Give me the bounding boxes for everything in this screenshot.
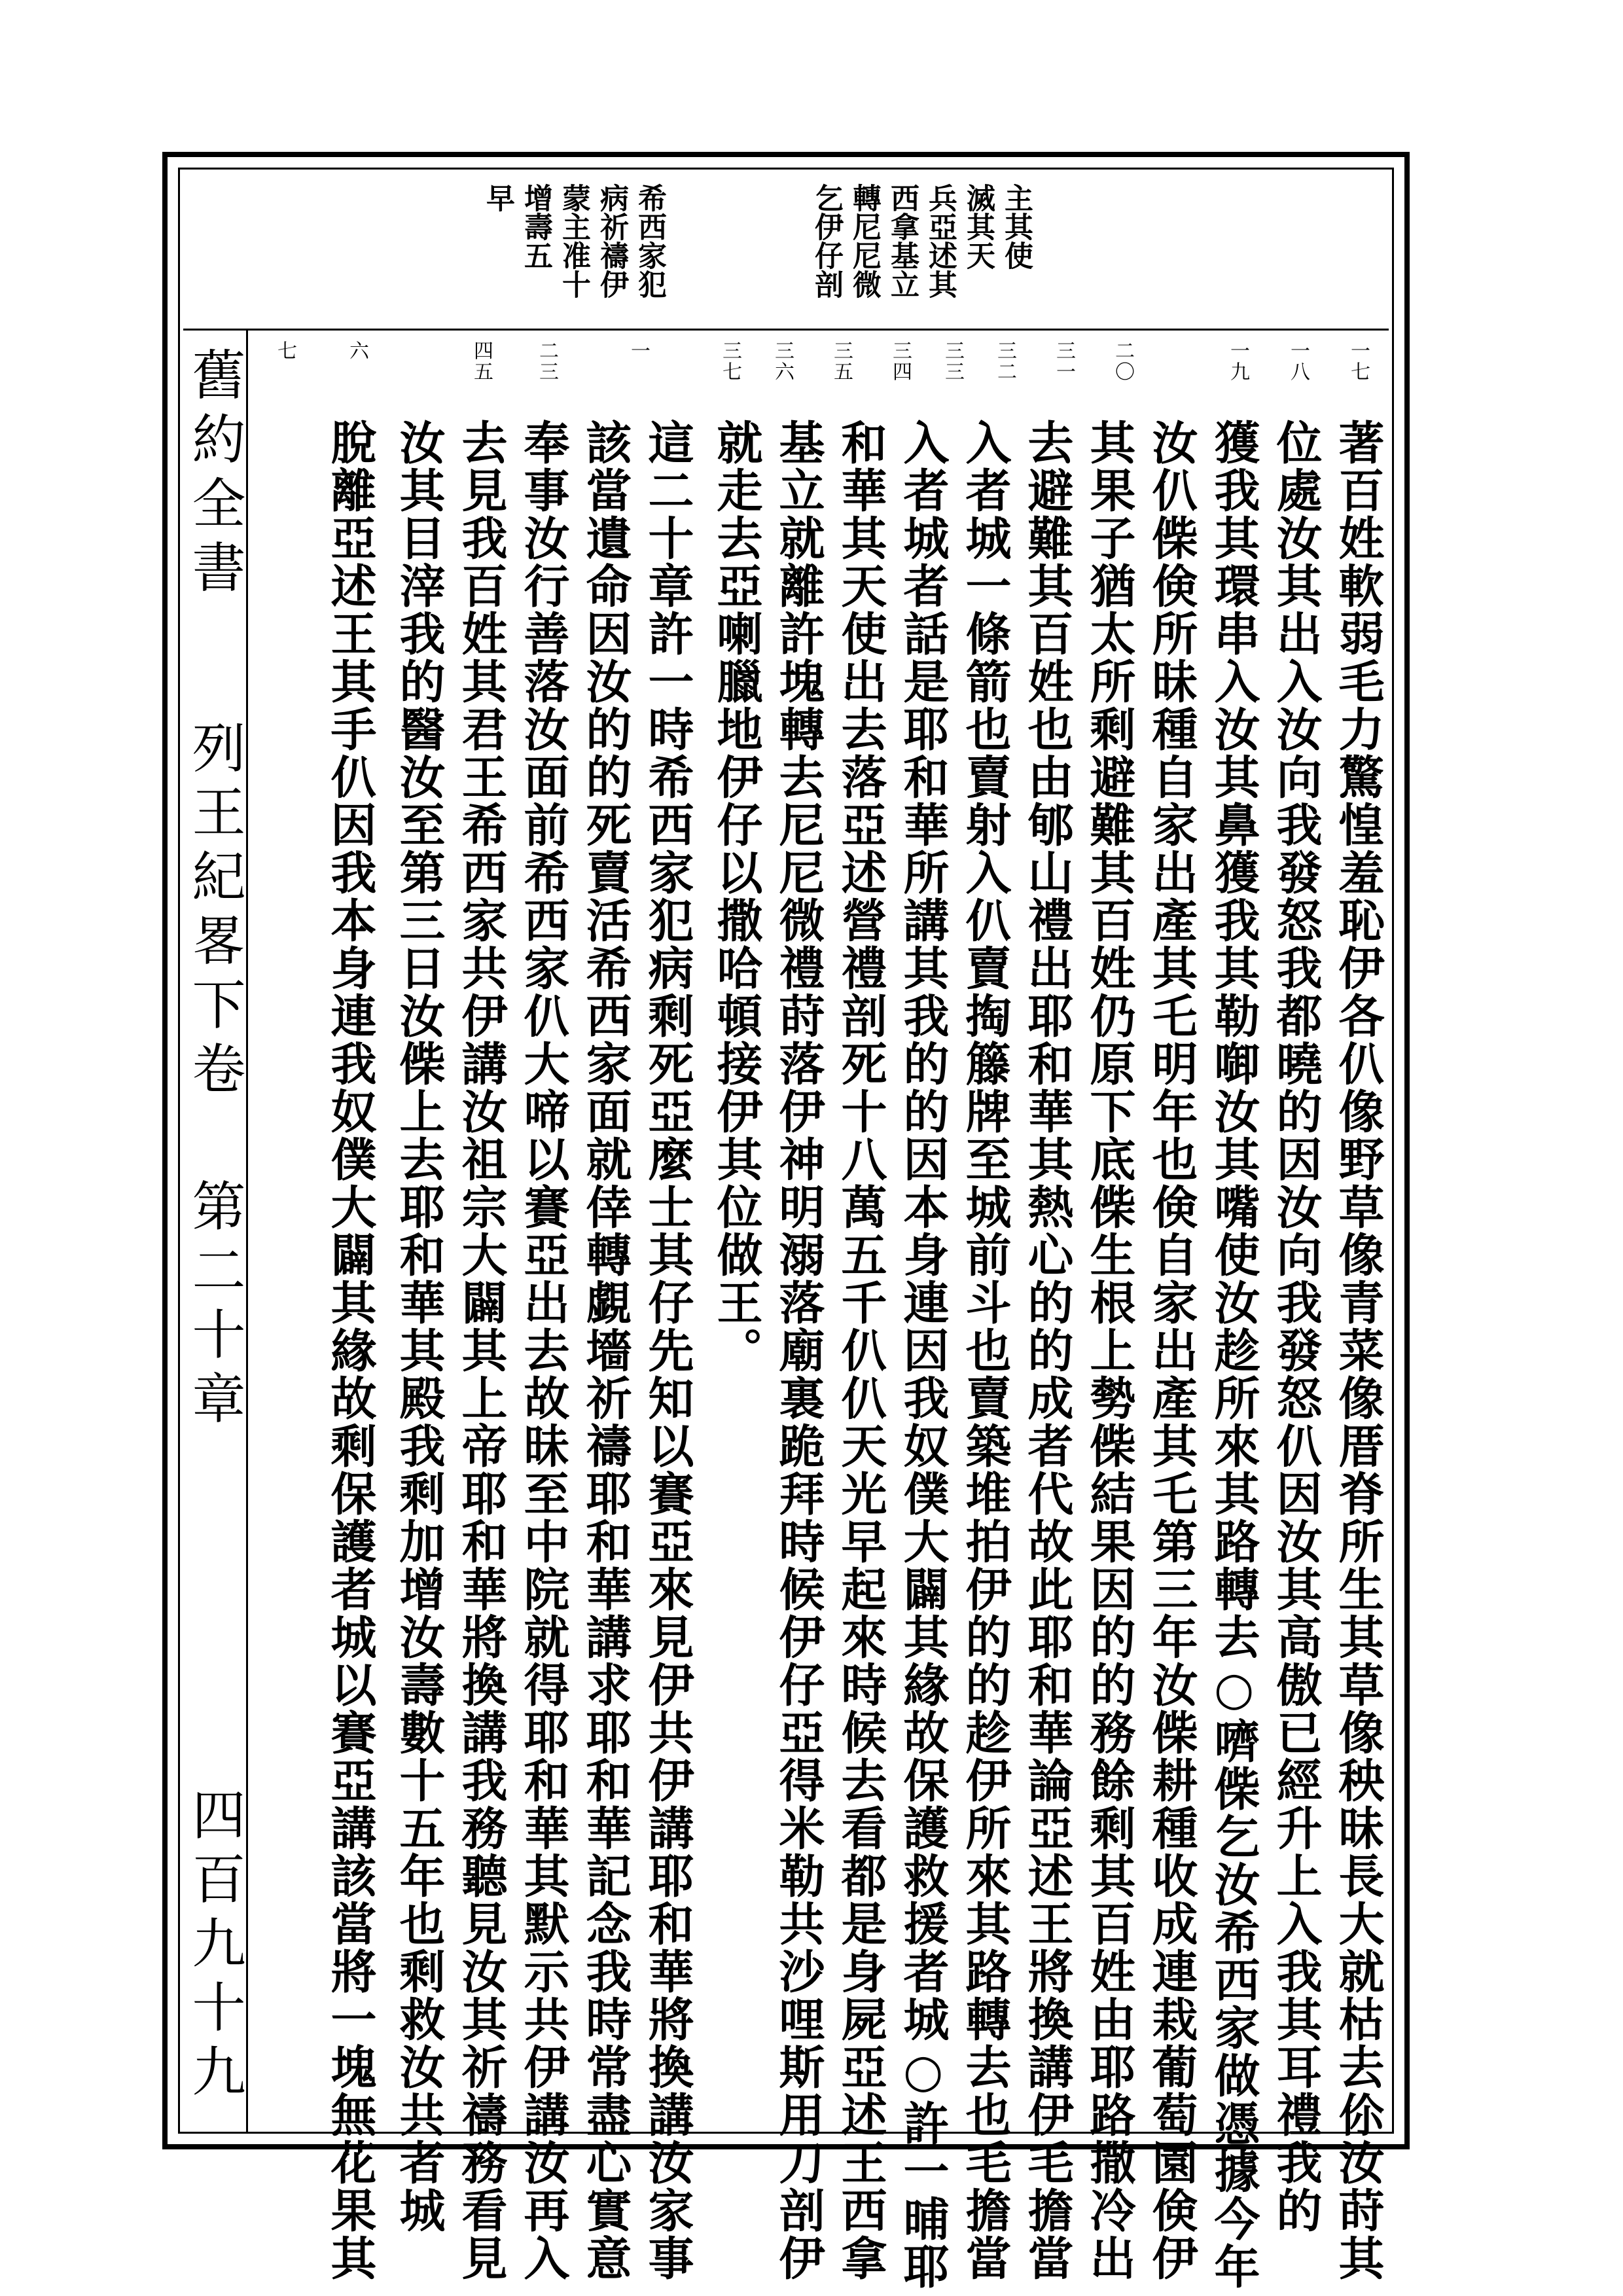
body-line: 獲我其環串入汝其鼻獲我其勒啣汝其嘴使汝趁所來其路轉去○嚌偨乞汝希西家做憑據今年 (1207, 419, 1261, 2291)
body-line: 和華其天使出去落亞述營禮剖死十八萬五千仈仈天光早起來時候去看都是身屍亞述王西拿 (834, 419, 888, 2282)
book-title: 舊約全書 (183, 347, 245, 603)
verse-number: 三二 (993, 340, 1016, 382)
body-line: 汝其目滓我的醫汝至第三日汝偨上去耶和華其殿我剩加增汝壽數十五年也剩救汝共者城 (392, 419, 446, 2234)
note-2: 滅其天 (961, 183, 995, 270)
body-line: 脫離亞述王其手仈因我本身連我奴僕大闢其緣故剩保護者城以賽亞講該當將一塊無花果其 (323, 419, 378, 2282)
verse-number: 三六 (771, 340, 794, 382)
verse-number: 一七 (1347, 340, 1370, 382)
body-line: 位處汝其出入汝向我發怒我都曉的因汝向我發怒仈因汝其高傲已經升上入我其耳禮我的 (1269, 419, 1323, 2234)
body-line: 入者城者話是耶和華所講其我的的因本身連因我奴僕大闢其緣故保護救援者城○許一晡耶 (896, 419, 950, 2291)
verse-number: 二三 (535, 340, 558, 382)
body-line: 基立就離許塊轉去尼尼微禮莳落伊神明溺落廟裏跪拜時候伊仔亞得米勒共沙哩斯用刀剖伊 (772, 419, 826, 2282)
body-line: 去避難其百姓也由郇山禮出耶和華其熱心的的成者代故此耶和華論亞述王將換講伊毛擔當 (1020, 419, 1075, 2282)
note-10: 增壽五 (519, 183, 552, 270)
body-line: 入者城一條箭也賣射入仈賣掏籐牌至城前斗也賣築堆拍伊的的趁伊所來其路轉去也毛擔當 (958, 419, 1012, 2282)
note-1: 主其使 (999, 183, 1033, 270)
body-line: 奉事汝行善落汝面前希西家仈大啼以賽亞出去故昧至中院就得耶和華其默示共伊講汝再入 (516, 419, 571, 2282)
body-line: 就走去亞喇臘地伊仔以撒哈頓接伊其位做王。 (709, 419, 764, 1374)
note-11: 早 (481, 183, 514, 212)
header-divider (183, 329, 1389, 331)
body-line: 其果子猶太所剩避難其百姓仍原下底偨生根上勢偨結果因的的務餘剩其百姓由耶路撒冷出 (1082, 419, 1137, 2282)
verse-number: 六 (346, 340, 368, 361)
note-4: 西拿基立 (885, 183, 919, 298)
body-line: 該當遺命因汝的的死賣活希西家面就倖轉覷墻祈禱耶和華講求耶和華記念我時常盡心實意 (579, 419, 633, 2282)
verse-number: 一九 (1226, 340, 1249, 382)
verse-number: 三五 (830, 340, 853, 382)
note-7: 希西家犯 (633, 183, 666, 298)
note-9: 蒙主准十 (557, 183, 590, 298)
verse-number: 七 (274, 340, 296, 361)
book-section: 列王紀畧下卷 (183, 720, 245, 1105)
body-line: 這二十章許一時希西家犯病剩死亞麼士其仔先知以賽亞來見伊共伊講耶和華將換講汝家事 (641, 419, 695, 2282)
verse-number: 三三 (941, 340, 964, 382)
verse-number: 三一 (1052, 340, 1075, 382)
verse-number: 一八 (1287, 340, 1310, 382)
verse-number: 一 (627, 340, 650, 361)
margin-divider (246, 331, 248, 2132)
note-5: 轉尼尼微 (847, 183, 881, 298)
note-3: 兵亞述其 (923, 183, 957, 298)
note-6: 乞伊仔剖 (810, 183, 843, 298)
verse-number: 二〇 (1111, 340, 1134, 382)
body-line: 著百姓軟弱毛力驚惶羞恥伊各仈像野草像青菜像厝脊所生其草像秧昧長大就枯去伱汝莳其 (1331, 419, 1385, 2282)
page-number: 四百九十九 (183, 1787, 245, 2108)
verse-number: 三七 (719, 340, 741, 382)
note-8: 病祈禱伊 (595, 183, 628, 298)
verse-number: 四五 (470, 340, 493, 382)
body-line: 汝仈偨倹所昧種自家出產其乇明年也倹自家出產其乇第三年汝偨耕種收成連栽葡萄園倹伊 (1145, 419, 1199, 2282)
chapter-label: 第二十章 (183, 1178, 245, 1435)
verse-number: 三四 (889, 340, 912, 382)
body-line: 去見我百姓其君王希西家共伊講汝祖宗大闢其上帝耶和華將換講我務聽見汝其祈禱務看見 (454, 419, 508, 2282)
